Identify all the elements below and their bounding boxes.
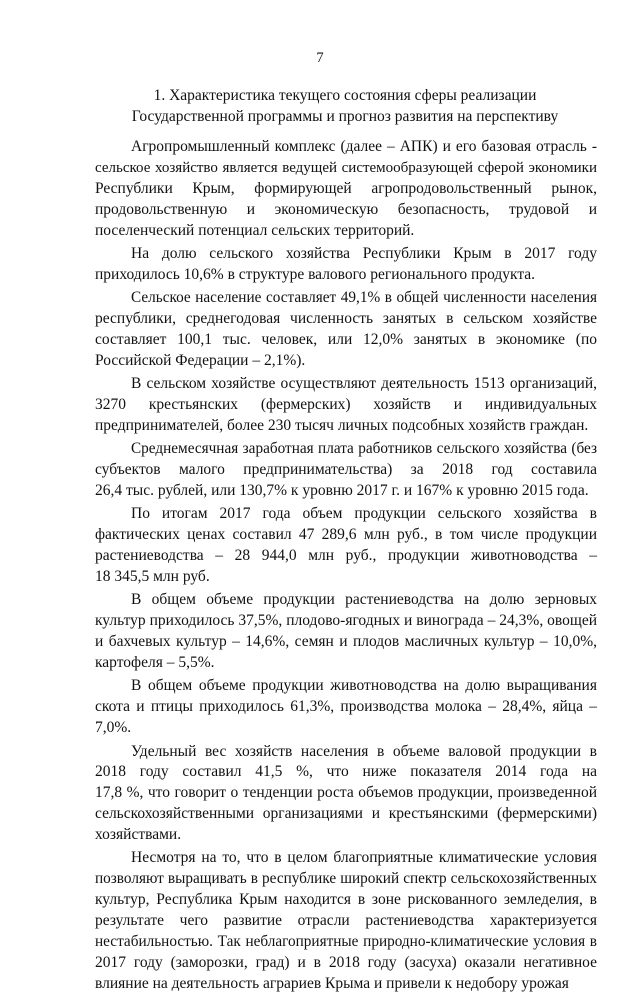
section-heading: [60, 85, 630, 127]
text-line: Удельный вес хозяйств населения в объеме валовой продукции в: [131, 742, 597, 760]
text-line: продовольственную и экономическую безопасность, трудовой и: [95, 200, 597, 218]
paragraph: [95, 676, 597, 739]
text-line: Среднемесячная заработная плата работников сельского хозяйства (без: [131, 440, 597, 458]
document-body: [95, 137, 597, 997]
text-line: Российской Федерации – 2,1%).: [95, 351, 306, 369]
paragraph: [95, 244, 597, 286]
text-line: Агропромышленный комплекс (далее – АПК) и его базовая отрасль -: [131, 138, 597, 155]
paragraph: [95, 288, 597, 372]
text-line: Сельское население составляет 49,1% в общей численности населения: [131, 289, 597, 307]
text-line: 2017 году (заморозки, град) и в 2018 году (засуха) оказали негативное: [95, 953, 597, 971]
text-line: 7,0%.: [95, 719, 132, 737]
paragraph: [95, 504, 597, 588]
text-line: В общем объеме продукции растениеводства на долю зерновых: [131, 591, 597, 609]
heading-line: 1. Характеристика текущего состояния сферы реализации: [153, 87, 537, 104]
text-line: сельскохозяйственными организациями и крестьянскими (фермерскими): [95, 805, 597, 823]
text-line: культур приходилось 37,5%, плодово-ягодных и винограда – 24,3%, овощей: [95, 612, 597, 630]
text-line: 17,8 %, что говорит о тенденции роста объемов продукции, произведенной: [95, 784, 597, 802]
page-number: 7: [316, 50, 324, 66]
text-line: В сельском хозяйстве осуществляют деятельность 1513 организаций,: [131, 375, 597, 393]
paragraph: [95, 742, 597, 847]
text-line: Несмотря на то, что в целом благоприятные климатические условия: [131, 849, 597, 867]
text-line: республики, среднегодовая численность занятых в сельском хозяйстве: [95, 310, 597, 328]
text-line: 2018 году составил 41,5 %, что ниже показателя 2014 года на: [95, 763, 597, 781]
text-line: По итогам 2017 года объем продукции сельского хозяйства в: [131, 505, 597, 523]
text-line: предпринимателей, более 230 тысяч личных подсобных хозяйств граждан.: [95, 416, 589, 434]
text-line: поселенческий потенциал сельских территорий.: [95, 221, 415, 239]
text-line: влияние на деятельность аграриев Крыма и привели к недобору урожая: [95, 974, 569, 992]
text-line: и бахчевых культур – 14,6%, семян и плодов масличных культур – 10,0%,: [95, 633, 597, 651]
text-line: субъектов малого предпринимательства) за 2018 год составила: [95, 461, 597, 479]
text-line: хозяйствами.: [95, 826, 182, 844]
paragraph: [95, 590, 597, 674]
text-line: сельское хозяйство является ведущей системообразующей сферой экономики: [95, 159, 597, 176]
text-line: нестабильностью. Так неблагоприятные природно-климатические условия в: [95, 933, 597, 951]
text-line: позволяют выращивать в республике широкий спектр сельскохозяйственных: [95, 870, 597, 888]
text-line: результате чего развитие отрасли растениеводства характеризуется: [95, 912, 597, 930]
text-line: составляет 100,1 тыс. человек, или 12,0% занятых в экономике (по: [95, 330, 597, 348]
text-line: 3270 крестьянских (фермерских) хозяйств и индивидуальных: [95, 396, 597, 414]
paragraph: [95, 848, 597, 994]
paragraph: [95, 137, 597, 242]
text-line: картофеля – 5,5%.: [95, 654, 215, 672]
text-line: фактических ценах составил 47 289,6 млн руб., в том числе продукции: [95, 526, 597, 544]
text-line: 26,4 тыс. рублей, или 130,7% к уровню 2017 г. и 167% к уровню 2015 года.: [95, 482, 589, 500]
heading-line: Государственной программы и прогноз развития на перспективу: [131, 108, 559, 125]
paragraph: [95, 374, 597, 437]
text-line: Республики Крым, формирующей агропродовольственный рынок,: [95, 179, 597, 197]
text-line: На долю сельского хозяйства Республики Крым в 2017 году: [131, 244, 597, 262]
paragraph: [95, 439, 597, 502]
text-line: растениеводства – 28 944,0 млн руб., продукции животноводства –: [95, 547, 597, 565]
text-line: 18 345,5 млн руб.: [95, 568, 210, 586]
text-line: приходилось 10,6% в структуре валового регионального продукта.: [95, 265, 536, 283]
text-line: В общем объеме продукции животноводства на долю выращивания: [131, 677, 597, 695]
text-line: культур, Республика Крым находится в зоне рискованного земледелия, в: [95, 891, 597, 909]
text-line: скота и птицы приходилось 61,3%, производства молока – 28,4%, яйца –: [95, 698, 597, 716]
